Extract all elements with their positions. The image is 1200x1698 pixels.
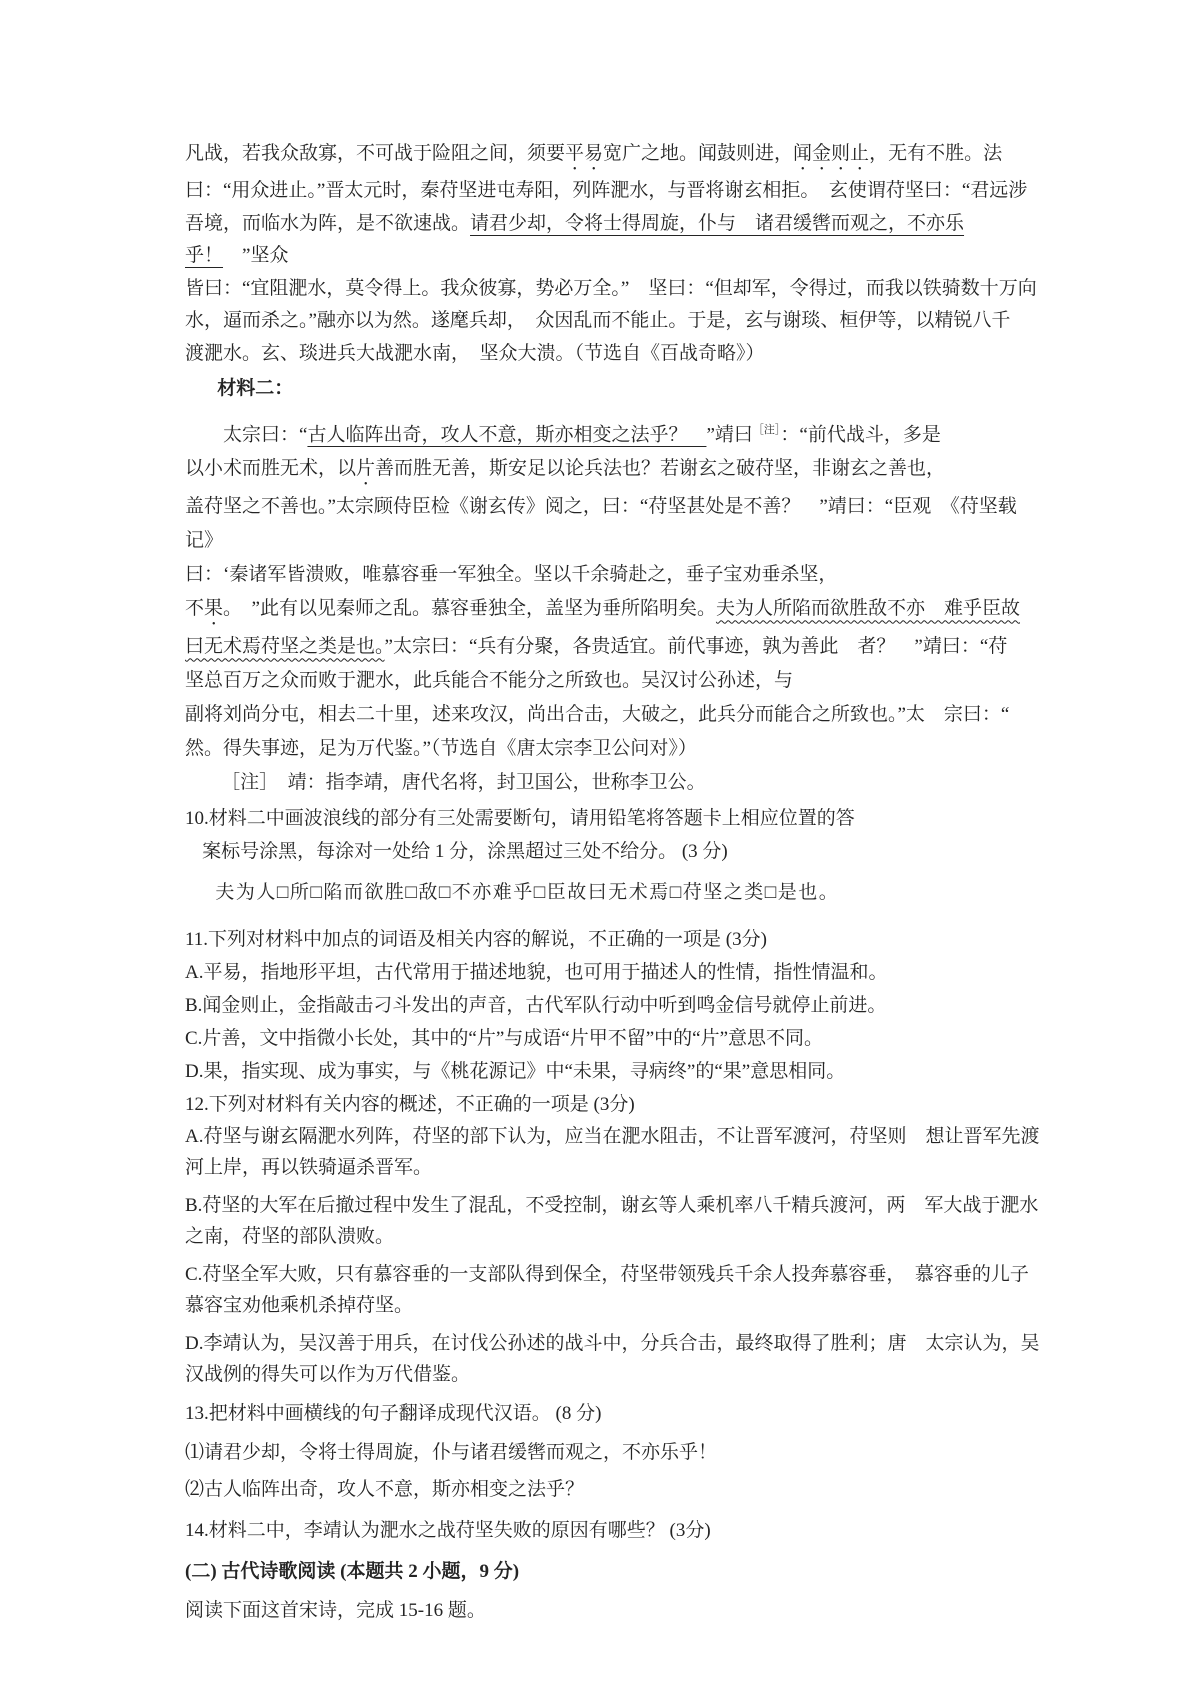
text-segment: ”坚众	[223, 245, 289, 266]
question-13-sub-1	[185, 1436, 1041, 1469]
material2-heading	[185, 372, 1041, 406]
text-segment: ”太宗曰：“兵有分聚，各贵适宜。前代事迹，孰为善此 者？ ”靖曰：“苻	[384, 636, 1008, 658]
material2-line-9	[185, 732, 1041, 766]
poetry-intro-line	[185, 1594, 1041, 1627]
material1-line-4	[185, 273, 1041, 306]
material1-line-1	[185, 138, 1041, 175]
text-segment: 坚总百万之众而败于淝水，此兵能合不能分之所致也。吴汉讨公孙述，与	[185, 670, 794, 692]
question-10-line-1	[185, 802, 1041, 835]
text-segment: 盖苻坚之不善也。”太宗顾侍臣检《谢玄传》阅之，曰：“苻坚甚处是不善？ ”靖曰：“臣观 《苻坚载记》	[185, 496, 1017, 552]
text-segment: 夫为人□所□陷而欲胜□敌□不亦难乎□臣故曰无术焉□苻坚之类□是也。	[215, 882, 840, 904]
material2-line-4	[185, 558, 1041, 592]
text-segment: 阅读下面这首宋诗，完成 15-16 题。	[185, 1600, 486, 1622]
text-segment: ⑵古人临阵出奇，攻人不意，斯亦相变之法乎？	[185, 1479, 585, 1501]
material2-line-7	[185, 664, 1041, 698]
document-content	[185, 138, 1041, 1627]
text-segment: C.苻坚全军大败，只有慕容垂的一支部队得到保全，苻坚带领残兵千余人投奔慕容垂， 慕容垂的儿子慕容宝劝他乘机杀掉苻坚。	[185, 1264, 1029, 1317]
text-segment: ，无有不胜。法	[869, 143, 1003, 164]
text-segment: D.果，指实现、成为事实，与《桃花源记》中“未果，寻病终”的“果”意思相同。	[185, 1061, 846, 1083]
text-segment: 11.下列对材料中加点的词语及相关内容的解说，不正确的一项是 (3分)	[185, 929, 767, 951]
question-11-stem	[185, 923, 1041, 956]
material2-line-2	[185, 452, 1041, 490]
material2-line-8	[185, 698, 1041, 732]
text-segment: 不	[185, 598, 205, 620]
emphasis-dotted-text: 平易	[565, 143, 604, 164]
section-heading-poetry	[185, 1555, 1041, 1588]
text-segment: 。 ”此有以见秦师之乱。慕容垂独全，盖坚为垂所陷明矣。	[223, 598, 716, 620]
emphasis-dotted-text: 果	[204, 598, 224, 620]
underlined-text: 古人临阵出奇，攻人不意，斯亦相变之法乎？	[307, 424, 707, 446]
text-segment: 曰：‘秦诸军皆溃败，唯慕容垂一军独全。坚以千余骑赴之，垂子宝劝垂杀坚，	[185, 564, 838, 586]
text-segment: 案标号涂黑，每涂对一处给 1 分，涂黑超过三处不给分。 (3 分)	[202, 841, 728, 863]
text-segment: ⑴请君少却，令将士得周旋，仆与诸君缓辔而观之，不亦乐乎！	[185, 1442, 718, 1464]
text-segment: 水，逼而杀之。”融亦以为然。遂麾兵却， 众因乱而不能止。于是，玄与谢琰、桓伊等，以精锐八千	[185, 310, 1011, 331]
question-12-option-d	[185, 1328, 1041, 1390]
text-segment: 14.材料二中，李靖认为淝水之战苻坚失败的原因有哪些？ (3分)	[185, 1520, 711, 1542]
question-11-option-c	[185, 1022, 1041, 1055]
question-11-option-d	[185, 1055, 1041, 1088]
text-segment: 太宗曰：“	[223, 424, 308, 446]
material1-line-6	[185, 338, 1041, 371]
question-12-option-c	[185, 1259, 1041, 1321]
superscript-note-ref: ［注］	[752, 424, 781, 436]
text-segment: 副将刘尚分屯，相去二十里，述来攻汉，尚出合击，大破之，此兵分而能合之所致也。”太 宗曰：“	[185, 704, 1010, 726]
text-segment: 然。得失事迹，足为万代鉴。”（节选自《唐太宗李卫公问对》）	[185, 738, 697, 760]
note-line	[185, 768, 1041, 798]
text-segment: (二) 古代诗歌阅读 (本题共 2 小题，9 分)	[185, 1561, 520, 1583]
question-12-option-a	[185, 1121, 1041, 1183]
text-segment: 曰：“用众进止。”晋太元时，秦苻坚进屯寿阳，列阵淝水，与晋将谢玄相拒。 玄使谓苻坚曰：“君远涉	[185, 180, 1028, 201]
text-segment: ：“前代战斗，多是	[780, 424, 941, 446]
question-10-line-2	[185, 835, 1041, 868]
text-segment: 13.把材料中画横线的句子翻译成现代汉语。 (8 分)	[185, 1403, 602, 1425]
text-segment: 吾境，而临水为阵，是不欲速战。	[185, 212, 471, 234]
material1-line-3	[185, 208, 1041, 273]
text-segment: 善而胜无善，斯安足以论兵法也？若谢玄之破苻坚，非谢玄之善也，	[375, 458, 946, 480]
question-11-option-b	[185, 989, 1041, 1022]
emphasis-dotted-text: 片	[356, 458, 376, 480]
question-13-sub-2	[185, 1473, 1041, 1506]
material2-line-3	[185, 490, 1041, 558]
text-segment: 材料二：	[217, 378, 294, 399]
material1-line-5	[185, 305, 1041, 338]
text-segment: ［注］ 靖：指李靖，唐代名将，封卫国公，世称李卫公。	[221, 772, 706, 794]
question-13-stem	[185, 1397, 1041, 1430]
text-segment: C.片善，文中指微小长处，其中的“片”与成语“片甲不留”中的“片”意思不同。	[185, 1028, 824, 1050]
text-segment: D.李靖认为，吴汉善于用兵，在讨伐公孙述的战斗中，分兵合击，最终取得了胜利；唐 太宗认为，吴汉战例的得失可以作为万代借鉴。	[185, 1333, 1040, 1386]
text-segment: 以小术而胜无术，以	[185, 458, 357, 480]
text-segment: 渡淝水。玄、琰进兵大战淝水南， 坚众大溃。（节选自《百战奇略》）	[185, 342, 765, 364]
text-segment: A.苻坚与谢玄隔淝水列阵，苻坚的部下认为，应当在淝水阻击，不让晋军渡河，苻坚则 想让晋军先渡河上岸，再以铁骑逼杀晋军。	[185, 1126, 1040, 1179]
question-12-stem	[185, 1088, 1041, 1121]
question-11-option-a	[185, 956, 1041, 989]
text-segment: A.平易，指地形平坦，古代常用于描述地貌，也可用于描述人的性情，指性情温和。	[185, 962, 888, 984]
text-segment: 凡战，若我众敌寡，不可战于险阻之间，须要	[185, 143, 566, 164]
question-12-option-b	[185, 1190, 1041, 1252]
text-segment: 皆曰：“宜阻淝水，莫令得上。我众彼寡，势必万全。” 坚曰：“但却军，令得过，而我以铁骑数十万向	[185, 277, 1037, 299]
text-segment: ”靖曰	[706, 424, 753, 446]
text-segment: B.苻坚的大军在后撤过程中发生了混乱，不受控制，谢玄等人乘机率八千精兵渡河，两 军大战于淝水之南，苻坚的部队溃败。	[185, 1195, 1039, 1248]
text-segment: B.闻金则止，金指敲击刁斗发出的声音，古代军队行动中听到鸣金信号就停止前进。	[185, 995, 887, 1017]
text-segment: 12.下列对材料有关内容的概述，不正确的一项是 (3分)	[185, 1094, 635, 1116]
material2-line-1	[185, 413, 1041, 452]
wavy-underlined-text: 夫为人所陷而欲胜敌不亦 难乎臣故	[715, 598, 1020, 620]
question-14-stem	[185, 1514, 1041, 1547]
question-10-answer-strip	[185, 876, 1041, 909]
material2-line-5	[185, 592, 1041, 630]
text-segment: 宽广之地。闻鼓则进，	[603, 143, 794, 164]
material2-line-6	[185, 630, 1041, 664]
underlined-text: 请君少却，令将士得周旋，仆与 诸君缓辔而观之，不亦乐乎！	[185, 212, 965, 266]
wavy-underlined-text: 曰无术焉苻坚之类是也。	[185, 636, 385, 658]
text-segment: 10.材料二中画波浪线的部分有三处需要断句，请用铅笔将答题卡上相应位置的答	[185, 808, 855, 830]
material1-line-2	[185, 175, 1041, 208]
emphasis-dotted-text: 闻金则止	[793, 143, 870, 164]
